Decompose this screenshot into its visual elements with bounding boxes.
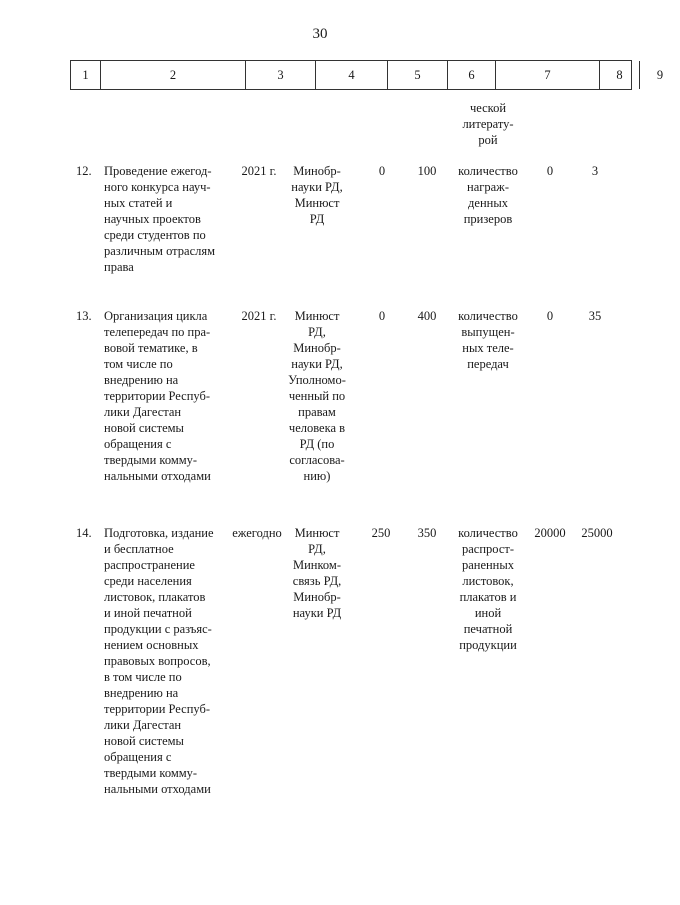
execution-term: 2021 г. bbox=[241, 164, 277, 178]
column-header-2: 2 bbox=[101, 61, 246, 89]
activity-description: Проведение ежегод- ного конкурса науч- ных статей и научных проектов среди студентов по различным отраслям права bbox=[104, 164, 216, 274]
value-column-8: 0 bbox=[546, 164, 554, 178]
value-column-5: 250 bbox=[371, 526, 391, 540]
responsible-executor: Минюст РД, Минком- связь РД, Минобр- науки РД bbox=[292, 526, 342, 620]
value-column-6: 350 bbox=[417, 526, 437, 540]
responsible-executor: Минобр- науки РД, Минюст РД bbox=[291, 164, 343, 226]
value-column-9: 3 bbox=[591, 164, 599, 178]
value-column-9: 25000 bbox=[581, 526, 613, 540]
row-number: 13. bbox=[76, 309, 92, 323]
value-column-8: 0 bbox=[546, 309, 554, 323]
column-header-8: 8 bbox=[600, 61, 640, 89]
row-number: 14. bbox=[76, 526, 92, 540]
activity-description: Подготовка, издание и бесплатное распространение среди населения листовок, плакатов и иной печатной продукции с разъяс- нением основных правовых вопросов, в том числе по внедрению на территории Респуб- лики Дагестан новой системы обращения с твердыми комму- нальными отходами bbox=[104, 526, 214, 796]
continued-indicator-text: ческой литерату- рой bbox=[462, 101, 514, 147]
column-header-1: 1 bbox=[71, 61, 101, 89]
execution-term: 2021 г. bbox=[241, 309, 277, 323]
indicator-name: количество выпущен- ных теле- передач bbox=[458, 309, 518, 371]
column-header-9: 9 bbox=[656, 68, 664, 82]
column-header-6: 6 bbox=[448, 61, 496, 89]
value-column-5: 0 bbox=[378, 309, 386, 323]
value-column-5: 0 bbox=[378, 164, 386, 178]
indicator-name: количество распрост- раненных листовок, плакатов и иной печатной продукции bbox=[458, 526, 518, 652]
column-header-4: 4 bbox=[316, 61, 388, 89]
column-header-7: 7 bbox=[496, 61, 600, 89]
value-column-9: 35 bbox=[588, 309, 602, 323]
table-header-row bbox=[70, 60, 664, 90]
row-number: 12. bbox=[76, 164, 92, 178]
execution-term: ежегодно bbox=[232, 526, 282, 540]
value-column-8: 20000 bbox=[534, 526, 566, 540]
responsible-executor: Минюст РД, Минобр- науки РД, Уполномо- ченный по правам человека в РД (по согласова- нию) bbox=[288, 309, 346, 483]
value-column-6: 400 bbox=[417, 309, 437, 323]
indicator-name: количество награж- денных призеров bbox=[458, 164, 518, 226]
page-number: 30 bbox=[312, 26, 328, 42]
value-column-6: 100 bbox=[417, 164, 437, 178]
column-header-5: 5 bbox=[388, 61, 448, 89]
column-header-3: 3 bbox=[246, 61, 316, 89]
activity-description: Организация цикла телепередач по пра- вовой тематике, в том числе по внедрению на территории Респуб- лики Дагестан новой системы обращения с твердыми комму- нальными отходами bbox=[104, 309, 211, 483]
